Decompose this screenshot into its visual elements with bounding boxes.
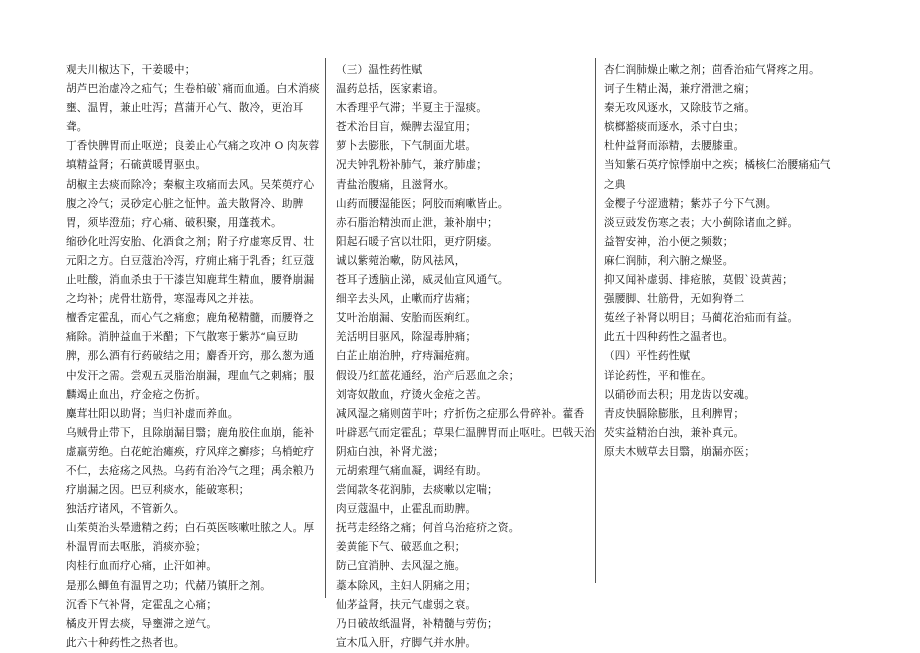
text-line: 麟竭止血出，疗金疮之伤折。 [66,388,207,401]
text-line: 详论药性，平和惟在。 [604,369,712,382]
text-line: 诃子生精止渴，兼疗滑泄之痫； [604,83,756,96]
text-line: 元胡索理气痛血凝，调经有助。 [336,464,488,477]
text-line: 橘皮开胃去痰，导壅滞之逆气。 [66,617,218,630]
text-line: 细辛去头风，止嗽而疗齿痛； [336,293,477,306]
text-line: 胡芦巴治虚冷之疝气；生卷柏破`痛而血通。白术消痰 [66,83,320,96]
text-line: 肉豆蔻温中，止霍乱而助脾。 [336,503,477,516]
text-line: 仙茅益肾，扶元气虚弱之衰。 [336,598,477,611]
text-line: 况夫钟乳粉补肺气，兼疗肺虚； [336,159,488,172]
section-heading: （四）平性药性赋 [604,350,691,363]
text-line: 胃，须毕澄茄；疗心痛、破积聚，用蓬莪术。 [66,216,282,229]
text-line: 宣木瓜入肝，疗脚气并水肿。 [336,636,477,649]
text-column-right [604,61,856,462]
text-line: 朴温胃而去呕胀，消痰亦验； [66,541,207,554]
text-line: 乃日破故纸温肾，补精髓与劳伤； [336,617,498,630]
text-line: 苍耳子透脑止涕，威灵仙宣风通气。 [336,274,509,287]
text-line: 虚羸劳绝。白花蛇治瘫痪，疗风痒之癣疹；乌梢蛇疗 [66,445,315,458]
text-line: 阳起石暖子宫以壮阳，更疗阴痿。 [336,235,498,248]
text-line: 丁香快脾胃而止呕逆；良姜止心气痛之攻冲 O 肉灰蓉 [66,140,320,153]
text-line: 之典 [604,178,626,191]
section-heading: （三）温性药性赋 [336,64,423,76]
text-line: 胡椒主去痰而除冷；秦椒主攻痛而去风。吴茱萸疗心 [66,178,315,191]
text-line: 青盐治腹痛，且滋肾水。 [336,178,455,191]
text-line: 抑又闻补虚弱、排疮脓，莫假`设黄茜； [604,274,793,287]
text-line: 木香理乎气滞；半夏主于湿痰。 [336,102,488,115]
text-line: 防己宜消肿、去风湿之施。 [336,560,466,573]
text-line: 杜仲益肾而添精，去腰膝重。 [604,140,745,153]
text-line: 之均补；虎骨壮筋骨，寒湿毒风之并祛。 [66,293,261,306]
text-line: 观夫川椒达下，干姜暖中； [66,64,196,76]
text-line: 诚以紫菀治嗽，防风祛风， [336,254,466,267]
text-line: 秦无攻风逐水，又除肢节之痛。 [604,102,756,115]
text-line: 益智安神，治小便之频数； [604,235,734,248]
text-line: 羌活明目驱风，除湿毒肿痛； [336,331,477,344]
text-line: 假设乃红蓝花通经，治产后恶血之余； [336,369,520,382]
text-line: 阴疝白浊，补肾尤滋； [336,445,444,458]
text-line: 止吐酸，消血杀虫于干漆岂知鹿茸生精血，腰脊崩漏 [66,274,315,287]
text-line: 艾叶治崩漏、安胎而医痢红。 [336,312,477,325]
text-line: 菟丝子补肾以明目；马蔺花治疝而有益。 [604,312,799,325]
text-line: 此六十种药性之热者也。 [66,636,185,649]
text-line: 淡豆豉发伤寒之表；大小蓟除诸血之鲜。 [604,216,799,229]
text-line: 金樱子兮涩遗精；紫苏子兮下气测。 [604,197,777,210]
text-line: 减风湿之痛则茵芋叶；疗折伤之症那么骨碎补。藿香 [336,407,585,420]
text-line: 山茱萸治头晕遗精之药；白石英医咳嗽吐脓之人。厚 [66,522,315,535]
text-line: 麋茸壮阳以助肾；当归补虚而养血。 [66,407,239,420]
text-line: 赤石脂治精浊而止泄，兼补崩中； [336,216,498,229]
text-line: 白芷止崩治肿，疗痔漏疮痈。 [336,350,477,363]
text-line: 沉香下气补肾，定霍乱之心痛； [66,598,218,611]
text-line: 此五十四种药性之温者也。 [604,331,734,344]
text-line: 温药总括，医家素谙。 [336,83,444,96]
text-line: 槟榔豁痰而逐水，杀寸白虫； [604,121,745,134]
text-line: 尝闻款冬花润肺，去痰嗽以定喘； [336,484,498,497]
column-divider [595,58,596,583]
text-line: 抚芎走经络之痛；何首乌治疮疥之资。 [336,522,520,535]
text-line: 苍术治目盲，燥脾去湿宜用； [336,121,477,134]
text-line: 聋。 [66,121,88,134]
text-line: 乌贼骨止带下，且除崩漏目翳；鹿角胶住血崩，能补 [66,426,315,439]
text-line: 叶辟恶气而定霍乱；草果仁温脾胃而止呕吐。巴戟天治 [336,426,596,439]
text-line: 芡实益精治白浊，兼补真元。 [604,426,745,439]
text-line: 强腰脚、壮筋骨，无如狗脊二 [604,293,745,306]
column-divider [325,58,326,598]
text-line: 青皮快膈除膨胀，且利脾胃； [604,407,745,420]
text-line: 麻仁润肺，利六腑之燥竖。 [604,254,734,267]
text-column-middle [336,61,596,653]
text-line: 萝卜去膨胀，下气制面尤堪。 [336,140,477,153]
text-line: 以硝砂而去积；用龙齿以安魂。 [604,388,756,401]
text-line: 脾，那么酒有行药破结之用；麝香开窍，那么葱为通 [66,350,315,363]
text-line: 填精益肾；石硫黄暖胃驱虫。 [66,159,207,172]
text-line: 缩砂化吐泻安胎、化酒食之剂；附子疗虚寒反胃、壮 [66,235,315,248]
text-column-left [66,61,318,653]
text-line: 壅、温胃，兼止吐泻；菖蒲开心气、散冷，更治耳 [66,102,304,115]
text-line: 当知紫石英疗惊悸崩中之疾；橘核仁治腰痛疝气 [604,159,831,172]
text-line: 不仁，去疮疡之风热。乌药有治冷气之理；禹余粮乃 [66,464,315,477]
text-line: 藁本除风，主妇人阴痛之用； [336,579,477,592]
text-line: 杏仁润肺燥止嗽之剂；茴香治疝气肾疼之用。 [604,64,820,76]
text-line: 原夫木贼草去目翳，崩漏亦医； [604,445,756,458]
text-line: 独活疗诸风，不管新久。 [66,503,185,516]
text-line: 中发汗之需。尝观五灵脂治崩漏，理血气之刺痛；服 [66,369,315,382]
text-line: 腹之冷气；灵砂定心脏之怔忡。盖夫散肾冷、助脾 [66,197,304,210]
text-line: 疗崩漏之因。巴豆利痰水，能破寒积； [66,484,250,497]
text-line: 肉桂行血而疗心痛，止汗如神。 [66,560,218,573]
text-line: 刘寄奴散血，疗烫火金疮之苦。 [336,388,488,401]
text-line: 山药而腰湿能医；阿胶而痢嗽皆止。 [336,197,509,210]
text-line: 檀香定霍乱，而心气之痛愈；鹿角秘精髓，而腰脊之 [66,312,315,325]
text-line: 元阳之方。白豆蔻治冷泻，疗痈止痛于乳香；红豆蔻 [66,254,315,267]
text-line: 痛除。消肿益血于米醋；下气散寒于紫苏“扁豆助 [66,331,299,344]
text-line: 姜黄能下气、破恶血之积； [336,541,466,554]
text-line: 是那么鲫鱼有温胃之功；代赭乃镇肝之剂。 [66,579,272,592]
